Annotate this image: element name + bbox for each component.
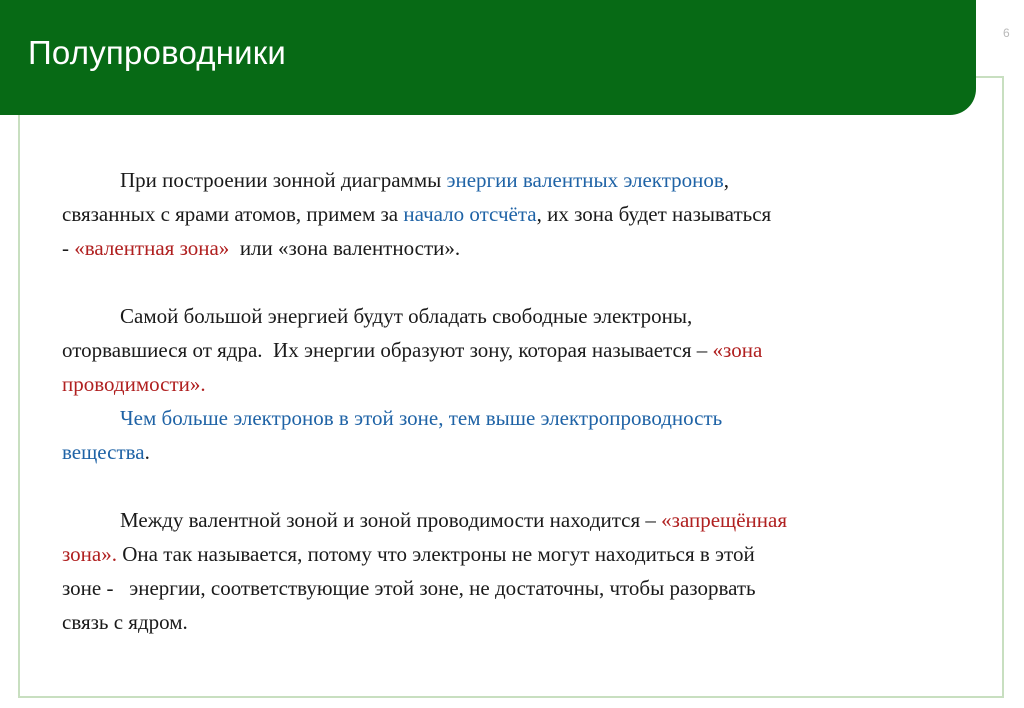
text-run: - bbox=[62, 236, 75, 260]
slide-title: Полупроводники bbox=[28, 34, 287, 71]
text-run: зоне - энергии, соответствующие этой зоне, не достаточны, чтобы разорвать bbox=[62, 576, 756, 600]
term-forbidden-band-cont: зона». bbox=[62, 542, 117, 566]
text-run: Самой большой энергией будут обладать свободные электроны, bbox=[120, 304, 693, 328]
text-line bbox=[62, 571, 968, 605]
paragraph-forbidden-zone bbox=[62, 503, 968, 639]
text-run: , bbox=[723, 168, 730, 192]
paragraph-valence-zone bbox=[62, 163, 968, 265]
text-line bbox=[62, 435, 968, 469]
text-run: оторвавшиеся от ядра. Их энергии образуют зону, которая называется – bbox=[62, 338, 713, 362]
term-conduction-band-cont: проводимости». bbox=[62, 372, 206, 396]
text-run: Она так называется, потому что электроны не могут находиться в этой bbox=[116, 542, 755, 566]
text-line bbox=[62, 367, 968, 401]
text-line bbox=[62, 197, 968, 231]
text-line bbox=[62, 537, 968, 571]
text-run: . bbox=[144, 440, 150, 464]
text-run: связь с ядром. bbox=[62, 610, 188, 634]
highlight-valence-energy: энергии валентных электронов bbox=[446, 168, 724, 192]
highlight-conductivity: Чем больше электронов в этой зоне, тем выше электропроводность bbox=[120, 406, 723, 430]
text-run: При построении зонной диаграммы bbox=[120, 168, 447, 192]
text-line bbox=[62, 401, 968, 435]
text-line bbox=[62, 163, 968, 197]
text-line bbox=[62, 333, 968, 367]
text-run: или «зона валентности». bbox=[229, 236, 461, 260]
text-line bbox=[62, 503, 968, 537]
term-forbidden-band: «запрещённая bbox=[661, 508, 788, 532]
highlight-reference-point: начало отсчёта bbox=[403, 202, 537, 226]
text-line bbox=[62, 231, 968, 265]
text-line bbox=[62, 299, 968, 333]
term-conduction-band: «зона bbox=[712, 338, 763, 362]
slide-number: 6 bbox=[1003, 26, 1010, 40]
slide-content bbox=[62, 163, 968, 639]
text-line bbox=[62, 605, 968, 639]
term-valence-band: «валентная зона» bbox=[74, 236, 230, 260]
text-run: связанных с ярами атомов, примем за bbox=[62, 202, 404, 226]
text-run: , их зона будет называться bbox=[536, 202, 772, 226]
title-banner bbox=[0, 0, 976, 115]
highlight-substance: вещества bbox=[62, 440, 145, 464]
text-run: Между валентной зоной и зоной проводимости находится – bbox=[120, 508, 662, 532]
paragraph-conduction-zone bbox=[62, 299, 968, 469]
